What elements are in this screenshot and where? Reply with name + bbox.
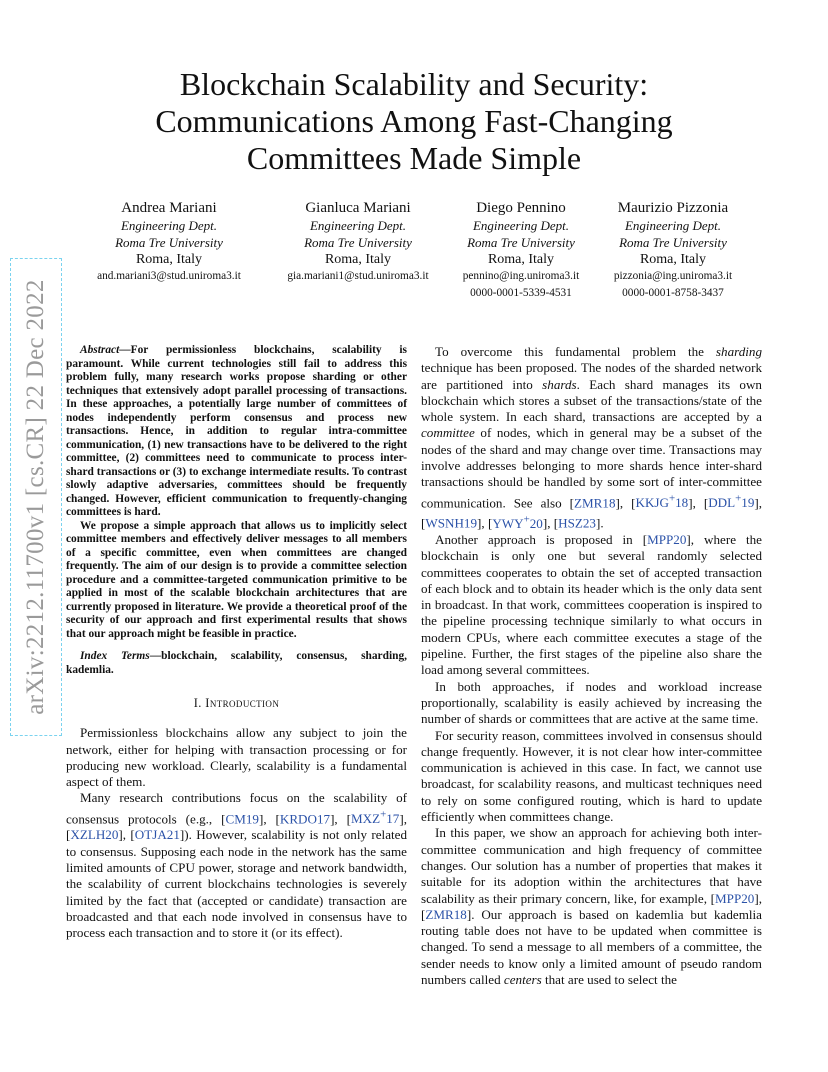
arxiv-identifier-box (10, 258, 62, 736)
author-email: pennino@ing.uniroma3.it (462, 270, 580, 282)
author-dept: Engineering Dept. (309, 218, 407, 233)
citation-link[interactable]: OTJA21 (134, 827, 180, 843)
citation-link[interactable]: ZMR18 (574, 495, 616, 511)
index-terms-label: Index Terms (80, 650, 150, 662)
author-email: gia.mariani1@stud.uniroma3.it (287, 270, 429, 282)
citation-link[interactable]: MPP20 (647, 531, 687, 547)
paper-title (100, 66, 728, 177)
intro-paragraph-1: Permissionless blockchains allow any subject to join the network, either for helping with transaction processing or for producing new workload. Clearly, scalability is a fundamental aspect of them. (66, 725, 407, 790)
author-block (446, 200, 596, 302)
title-line-1: Blockchain Scalability and Security: (179, 66, 649, 102)
title-line-3: Committees Made Simple (246, 140, 582, 176)
abstract-text: —For permissionless blockchains, scalability is paramount. While current technologies still fail to address this problem fully, many research works propose sharding or other techniques that extensively adopt parallel processing of transactions. In these approaches, a potentially large number of committees of nodes independently perform consensus and process new transactions. Hence, in addition to regular intra-committee communication, (1) new transactions have to be delivered to the right committee, (2) committees need to communicate to process inter-shard transactions or (3) to exchange intermediate results. To contrast slowly adaptive adversaries, committees should be frequently changed. However, efficient communication to frequently-changing committees is hard. (66, 344, 407, 518)
author-block (268, 200, 448, 285)
author-dept: Engineering Dept. (624, 218, 722, 233)
author-city: Roma, Italy (639, 252, 707, 267)
right-paragraph-1: To overcome this fundamental problem the sharding technique has been proposed. The nodes of the sharded network are partitioned into shards. Each shard manages its own blockchain which stores a subset of the transactions/state of the whole system. In each shard, transactions are accepted by a committee of nodes, which in general may be a subset of the nodes of the shard and may change over time. Transactions may involve addresses belonging to more shards hence inter-shard transactions should be handled by some sort of inter-committee communication. See also [ZMR18], [KKJG+18], [DDL+19], [WSNH19], [YWY+20], [HSZ23]. (421, 344, 762, 531)
citation-link[interactable]: HSZ23 (558, 515, 596, 531)
author-name: Diego Pennino (476, 200, 566, 216)
author-univ: Roma Tre University (304, 235, 412, 250)
author-block (598, 200, 748, 302)
author-block (78, 200, 260, 285)
author-univ: Roma Tre University (619, 235, 727, 250)
right-paragraph-2: Another approach is proposed in [MPP20], where the blockchain is only one but several randomly selected committees cooperates to obtain the set of accepted transaction of each block and to obtain its header which is the only data sent in broadcast. In that work, committees cooperation is inspired to the pipeline processing technique similarly to what occurs in modern CPUs, where each committee executes a stage of the pipeline. Further, the first stages of the pipeline also share the load among several committees. (421, 531, 762, 678)
index-terms-text: —blockchain, scalability, consensus, sharding, kademlia. (66, 650, 407, 676)
author-city: Roma, Italy (135, 252, 203, 267)
right-paragraph-3: In both approaches, if nodes and workload increase proportionally, scalability is easily achieved by increasing the number of shards or committees that are active at the same time. (421, 678, 762, 727)
citation-link[interactable]: KRDO17 (279, 811, 331, 827)
citation-link[interactable]: DDL+19 (708, 492, 755, 511)
index-terms (66, 650, 407, 677)
citation-link[interactable]: MPP20 (715, 890, 755, 906)
citation-link[interactable]: WSNH19 (425, 515, 478, 531)
author-name: Maurizio Pizzonia (617, 200, 729, 216)
title-line-2: Communications Among Fast-Changing (155, 103, 673, 139)
section-title: Introduction (205, 696, 280, 710)
author-dept: Engineering Dept. (472, 218, 570, 233)
section-number: I. (193, 696, 202, 710)
author-name: Andrea Mariani (121, 200, 217, 216)
right-column (421, 344, 762, 988)
citation-link[interactable]: MXZ+17 (350, 808, 400, 827)
right-paragraph-5: In this paper, we show an approach for achieving both inter-committee communication and high frequency of committee changes. Our solution has a number of properties that makes it suitable for its adoption within the architectures that have scalability as their primary concern, like, for example, [MPP20], [ZMR18]. Our approach is based on kademlia but kademlia routing table does not have to be updated when committee is changed. To send a message to all members of a committee, the sender needs to know only a limited amount of pseudo random numbers called centers that are used to select the (421, 825, 762, 987)
abstract-paragraph-2: We propose a simple approach that allows us to implicitly select committee members and effectively deliver messages to all members of a specific committee, even when committees are changed frequently. The aim of our design is to provide a committee selection procedure and a committee-targeted communication primitive to be applied in most of the scalable blockchain architectures that are currently proposed in literature. We provide a theoretical proof of the security of our approach and first experimental results that shows that our approach might be feasible in practice. (66, 519, 407, 640)
intro-paragraph-2: Many research contributions focus on the scalability of consensus protocols (e.g., [CM19], [KRDO17], [MXZ+17], [XZLH20], [OTJA21]). However, scalability is not only related to consensus. Supposing each node in the network has the same limited amounts of CPU power, storage and network bandwidth, the scalability of current blockchains technologies is severely limited by the fact that (accepted or candidate) transaction are broadcasted and that each node involved in consensus have to process each transaction and to store it (or its effect). (66, 790, 407, 941)
arxiv-identifier: arXiv:2212.11700v1 [cs.CR] 22 Dec 2022 (22, 279, 49, 715)
author-univ: Roma Tre University (467, 235, 575, 250)
author-email: and.mariani3@stud.uniroma3.it (97, 270, 241, 282)
author-email: pizzonia@ing.uniroma3.it (613, 270, 733, 282)
author-city: Roma, Italy (487, 252, 555, 267)
section-heading (66, 695, 407, 711)
author-dept: Engineering Dept. (120, 218, 218, 233)
right-paragraph-4: For security reason, committees involved in consensus should change frequently. However, it is not clear how inter-committee communication is achieved in this case. In fact, we cannot use broadcast, for scalability reasons, and multicast techniques need to rely on some configured routing, which is hard to update efficiently when committees change. (421, 727, 762, 825)
author-city: Roma, Italy (324, 252, 392, 267)
author-orcid: 0000-0001-5339-4531 (470, 287, 572, 299)
citation-link[interactable]: ZMR18 (425, 906, 467, 922)
citation-link[interactable]: CM19 (225, 811, 259, 827)
citation-link[interactable]: YWY+20 (492, 513, 543, 531)
abstract (66, 344, 407, 520)
abstract-label: Abstract (80, 344, 120, 356)
citation-link[interactable]: KKJG+18 (635, 492, 689, 511)
left-column (66, 344, 407, 942)
author-name: Gianluca Mariani (305, 200, 411, 216)
author-univ: Roma Tre University (115, 235, 223, 250)
citation-link[interactable]: XZLH20 (70, 827, 119, 843)
author-orcid: 0000-0001-8758-3437 (622, 287, 724, 299)
